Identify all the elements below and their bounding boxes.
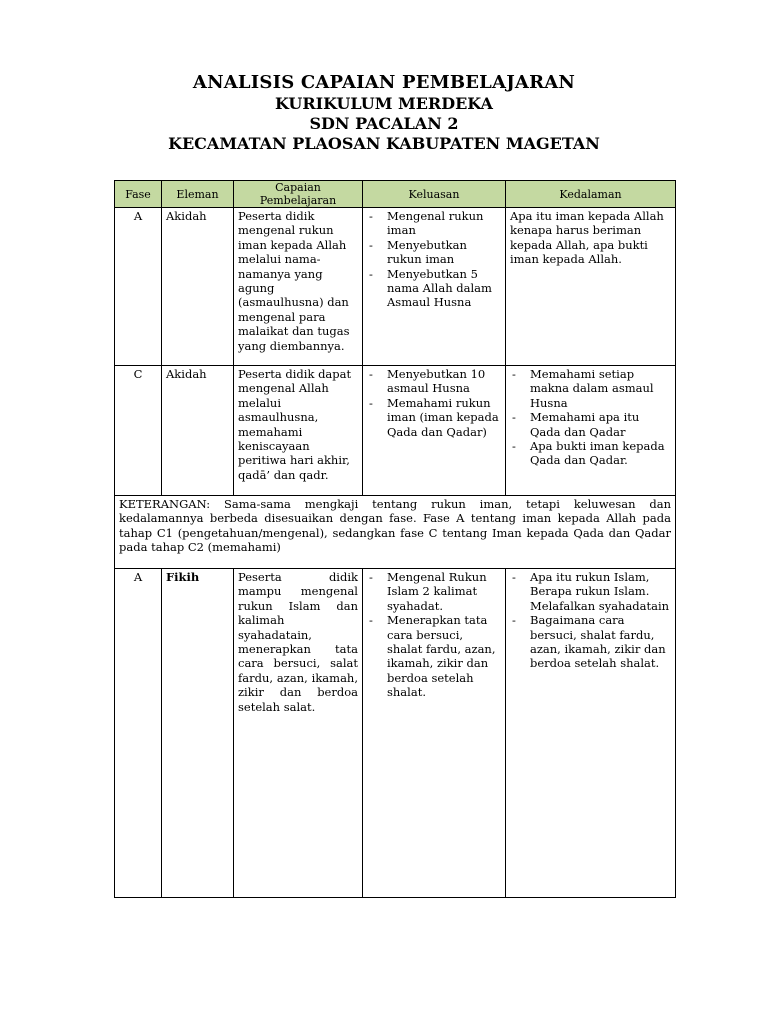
- table-header-row: [115, 181, 676, 208]
- cell-kedalaman: [506, 569, 676, 898]
- list-item: - Mengenal Rukun Islam 2 kalimat syahadat.: [367, 570, 501, 613]
- list-item: - Bagaimana cara bersuci, shalat fardu, azan, ikamah, zikir dan berdoa setelah shalat.: [510, 613, 671, 671]
- cell-fase: A: [115, 208, 162, 366]
- list-item: - Menyebutkan 5 nama Allah dalam Asmaul Husna: [367, 267, 501, 310]
- keterangan-text: KETERANGAN: Sama-sama mengkaji tentang rukun iman, tetapi keluwesan dan kedalamannya berbeda disesuaikan dengan fase. Fase A tentang iman kepada Allah pada tahap C1 (pengetahuan/mengenal), sedangkan fase C tentang Iman kepada Qada dan Qadar pada tahap C2 (memahami): [115, 496, 676, 569]
- cell-fase: A: [115, 569, 162, 898]
- title-line-1: ANALISIS CAPAIAN PEMBELAJARAN: [192, 72, 576, 93]
- header-fase: Fase: [115, 181, 162, 208]
- list-item: - Apa bukti iman kepada Qada dan Qadar.: [510, 439, 671, 468]
- header-capaian: Capaian Pembelajaran: [234, 181, 363, 208]
- table-row: [115, 208, 676, 366]
- cell-capaian: Peserta didik mampu mengenal rukun Islam dan kalimah syahadatain, menerapkan tata cara bersuci, salat fardu, azan, ikamah, zikir dan berdoa setelah salat.: [234, 569, 363, 898]
- cell-capaian: Peserta didik dapat mengenal Allah melalui asmaulhusna, memahami keniscayaan peritiwa hari akhir, qadā’ dan qadr.: [234, 366, 363, 496]
- list-item: - Memahami rukun iman (iman kepada Qada dan Qadar): [367, 396, 501, 439]
- list-item: - Apa itu rukun Islam, Berapa rukun Islam. Melafalkan syahadatain: [510, 570, 671, 613]
- list-item: - Menyebutkan 10 asmaul Husna: [367, 367, 501, 396]
- title-line-4: KECAMATAN PLAOSAN KABUPATEN MAGETAN: [168, 134, 600, 153]
- cell-elemen: [162, 569, 234, 898]
- list-item: - Memahami apa itu Qada dan Qadar: [510, 410, 671, 439]
- list-item: - Menerapkan tata cara bersuci, shalat fardu, azan, ikamah, zikir dan berdoa setelah shalat.: [367, 613, 501, 699]
- cell-fase: C: [115, 366, 162, 496]
- analysis-table: [114, 180, 676, 898]
- cell-kedalaman: [506, 366, 676, 496]
- cell-kedalaman: Apa itu iman kepada Allah kenapa harus beriman kepada Allah, apa bukti iman kepada Allah.: [506, 208, 676, 366]
- table-row: [115, 366, 676, 496]
- list-item: - Menyebutkan rukun iman: [367, 238, 501, 267]
- cell-keluasan: [363, 366, 506, 496]
- list-item: - Mengenal rukun iman: [367, 209, 501, 238]
- title-line-3: SDN PACALAN 2: [309, 114, 459, 133]
- header-kedalaman: Kedalaman: [506, 181, 676, 208]
- document-title: [0, 72, 768, 154]
- cell-elemen: Akidah: [162, 366, 234, 496]
- keterangan-row: [115, 496, 676, 569]
- title-line-2: KURIKULUM MERDEKA: [275, 94, 493, 113]
- header-keluasan: Keluasan: [363, 181, 506, 208]
- cell-capaian: Peserta didik mengenal rukun iman kepada Allah melalui nama-namanya yang agung (asmaulhusna) dan mengenal para malaikat dan tugas yang diembannya.: [234, 208, 363, 366]
- cell-elemen: Akidah: [162, 208, 234, 366]
- list-item: - Memahami setiap makna dalam asmaul Husna: [510, 367, 671, 410]
- cell-keluasan: [363, 208, 506, 366]
- cell-keluasan: [363, 569, 506, 898]
- table-row: [115, 569, 676, 898]
- header-elemen: Eleman: [162, 181, 234, 208]
- elemen-bold: Fikih: [166, 570, 200, 584]
